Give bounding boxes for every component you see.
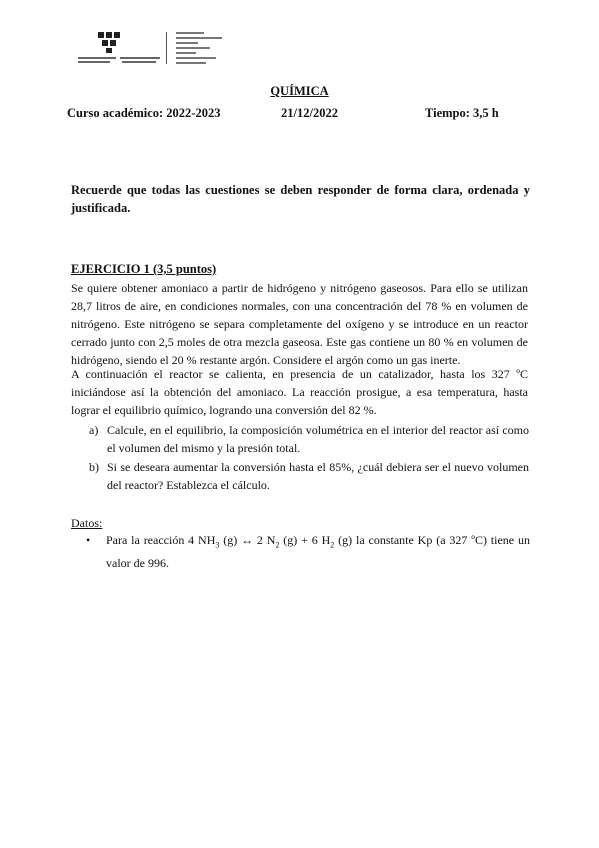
logo-divider bbox=[166, 32, 167, 64]
instructions-reminder: Recuerde que todas las cuestiones se deben responder de forma clara, ordenada y justificada. bbox=[71, 183, 530, 215]
exam-title: QUÍMICA bbox=[270, 84, 329, 98]
question-marker: b) bbox=[89, 460, 99, 474]
exam-date: 21/12/2022 bbox=[281, 106, 338, 120]
course-year: Curso académico: 2022-2023 bbox=[67, 106, 221, 120]
question-b bbox=[89, 458, 529, 494]
data-heading: Datos: bbox=[71, 516, 103, 530]
data-item bbox=[86, 531, 530, 572]
exercise-paragraph-2: A continuación el reactor se calienta, en presencia de un catalizador, hasta los 327 ºC iniciándose así la obtención del amoniaco. La reacción prosigue, a esa temperatura, hasta lograr el equilibrio químico, logrando una conversión del 82 %. bbox=[71, 367, 528, 417]
question-text: Calcule, en el equilibrio, la composición volumétrica en el interior del reactor así como el volumen del mismo y la presión total. bbox=[107, 423, 529, 455]
exercise-paragraph-1: Se quiere obtener amoniaco a partir de hidrógeno y nitrógeno gaseosos. Para ello se utilizan 28,7 litros de aire, en condiciones normales, con una concentración del 78 % en volumen de nitrógeno. Este nitrógeno se separa completamente del oxígeno y se introduce en un reactor cerrado junto con 2,5 moles de otra mezcla gaseosa. Este gas contiene un 80 % en volumen de hidrógeno, siendo el 20 % restante argón. Considere el argón como un gas inerte. bbox=[71, 281, 528, 367]
exercise-heading: EJERCICIO 1 (3,5 puntos) bbox=[71, 262, 217, 276]
data-item-text: Para la reacción 4 $NH_3$ (g) ↔ 2 $N_2$ (g) + 6 $H_2$ (g) la constante Kp (a 327 ºC) tiene un valor de 996. bbox=[106, 533, 530, 571]
bullet-icon: • bbox=[86, 533, 91, 547]
question-marker: a) bbox=[89, 423, 99, 437]
question-text: Si se deseara aumentar la conversión hasta el 85%, ¿cuál debiera ser el nuevo volumen del reactor? Establezca el cálculo. bbox=[107, 460, 529, 492]
question-a bbox=[89, 421, 529, 457]
exam-duration: Tiempo: 3,5 h bbox=[425, 106, 499, 120]
institution-text-block bbox=[176, 32, 226, 67]
